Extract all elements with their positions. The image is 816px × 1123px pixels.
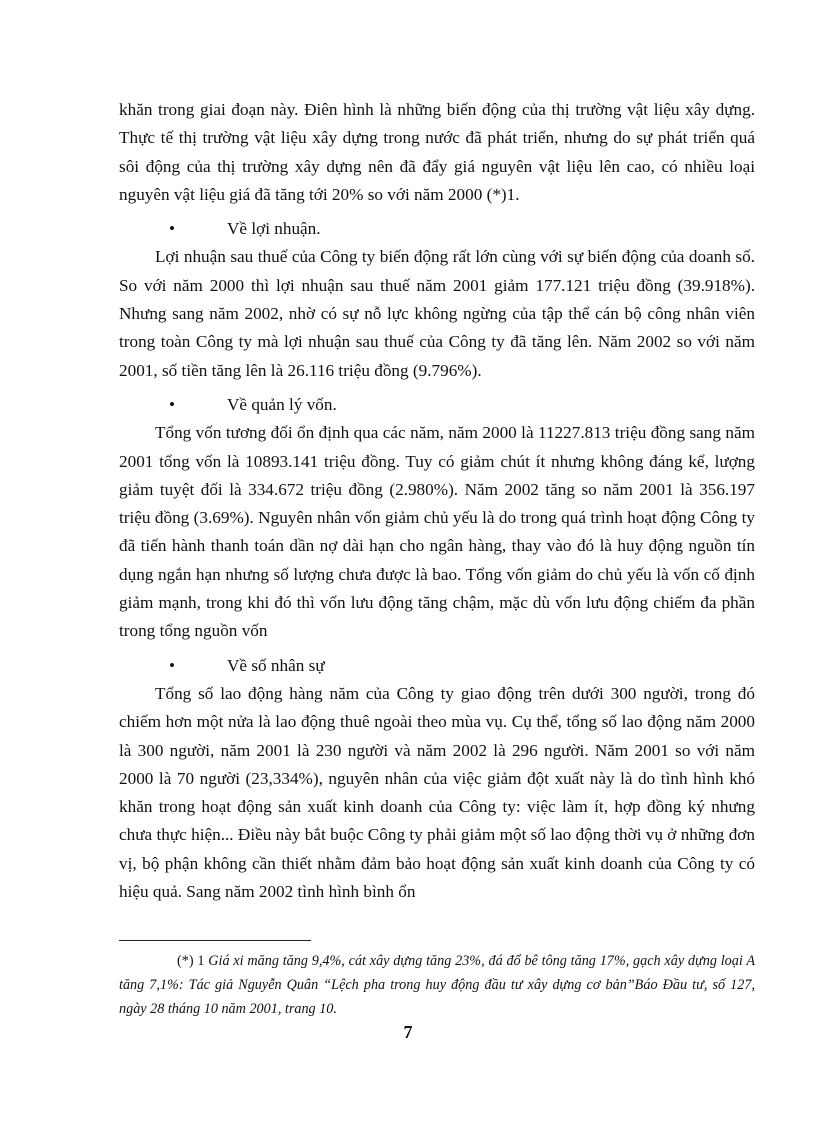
bullet-icon: • xyxy=(169,655,176,675)
bullet-personnel-label: Về số nhân sự xyxy=(227,655,325,675)
document-body xyxy=(119,96,755,906)
bullet-profit xyxy=(119,215,755,243)
page-number: 7 xyxy=(403,1022,413,1042)
footnote xyxy=(119,949,755,1021)
bullet-icon: • xyxy=(169,394,176,414)
paragraph-personnel: Tổng số lao động hàng năm của Công ty giao động trên dưới 300 người, trong đó chiếm hơn một nửa là lao động thuê ngoài theo mùa vụ. Cụ thể, tổng số lao động năm 2000 là 300 người, năm 2001 là 230 người và năm 2002 là 296 người. Năm 2001 so với năm 2000 là 70 người (23,334%), nguyên nhân của việc giảm đột xuất này là do tình hình khó khăn trong hoạt động sản xuất kinh doanh của Công ty: việc làm ít, hợp đồng ký nhưng chưa thực hiện... Điều này bắt buộc Công ty phải giảm một số lao động thời vụ ở những đơn vị, bộ phận không cần thiết nhằm đảm bảo hoạt động sản xuất kinh doanh của Công ty có hiệu quả. Sang năm 2002 tình hình bình ổn xyxy=(119,683,755,902)
bullet-personnel xyxy=(119,652,755,680)
paragraph-intro: khăn trong giai đoạn này. Điên hình là những biến động của thị trường vật liệu xây dựng. Thực tế thị trường vật liệu xây dựng trong nước đã phát triển, nhưng do sự phát triển quá sôi động của thị trường xây dựng nên đã đẩy giá nguyên vật liệu lên cao, có nhiều loại nguyên vật liệu giá đã tăng tới 20% so với năm 2000 (*)1. xyxy=(119,100,755,204)
paragraph-capital: Tổng vốn tương đối ổn định qua các năm, năm 2000 là 11227.813 triệu đồng sang năm 2001 tổng vốn là 10893.141 triệu đồng. Tuy có giảm chút ít nhưng không đáng kể, lượng giảm tuyệt đối là 334.672 triệu đồng (2.980%). Năm 2002 tăng so năm 2001 là 356.197 triệu đồng (3.69%). Nguyên nhân vốn giảm chủ yếu là do trong quá trình hoạt động Công ty đã tiến hành thanh toán dần nợ dài hạn cho ngân hàng, thay vào đó là huy động nguồn tín dụng ngắn hạn nhưng số lượng chưa được là bao. Tổng vốn giảm do chủ yếu là vốn cố định giảm mạnh, trong khi đó thì vốn lưu động tăng chậm, mặc dù vốn lưu động chiếm đa phần trong tổng nguồn vốn xyxy=(119,423,755,641)
bullet-profit-label: Về lợi nhuận. xyxy=(227,219,321,239)
footnote-marker: (*) 1 xyxy=(177,953,205,969)
bullet-capital-label: Về quản lý vốn. xyxy=(227,394,337,414)
paragraph-profit: Lợi nhuận sau thuế của Công ty biến động rất lớn cùng với sự biến động của doanh số. So với năm 2000 thì lợi nhuận sau thuế năm 2001 giảm 177.121 triệu đồng (39.918%). Nhưng sang năm 2002, nhờ có sự nỗ lực không ngừng của tập thể cán bộ công nhân viên trong toàn Công ty mà lợi nhuận sau thuế của Công ty đã tăng lên. Năm 2002 so với năm 2001, số tiền tăng lên là 26.116 triệu đồng (9.796%). xyxy=(119,247,755,380)
footnote-text: Giá xi măng tăng 9,4%, cát xây dựng tăng 23%, đá đổ bê tông tăng 17%, gạch xây dựng loại A tăng 7,1%: Tác giả Nguyễn Quân “Lệch pha trong huy động đầu tư xây dựng cơ bản”Báo Đầu tư, số 127, ngày 28 tháng 10 năm 2001, trang 10. xyxy=(119,953,756,1017)
bullet-icon: • xyxy=(169,219,176,239)
footnote-divider xyxy=(119,940,311,941)
bullet-capital xyxy=(119,391,755,419)
